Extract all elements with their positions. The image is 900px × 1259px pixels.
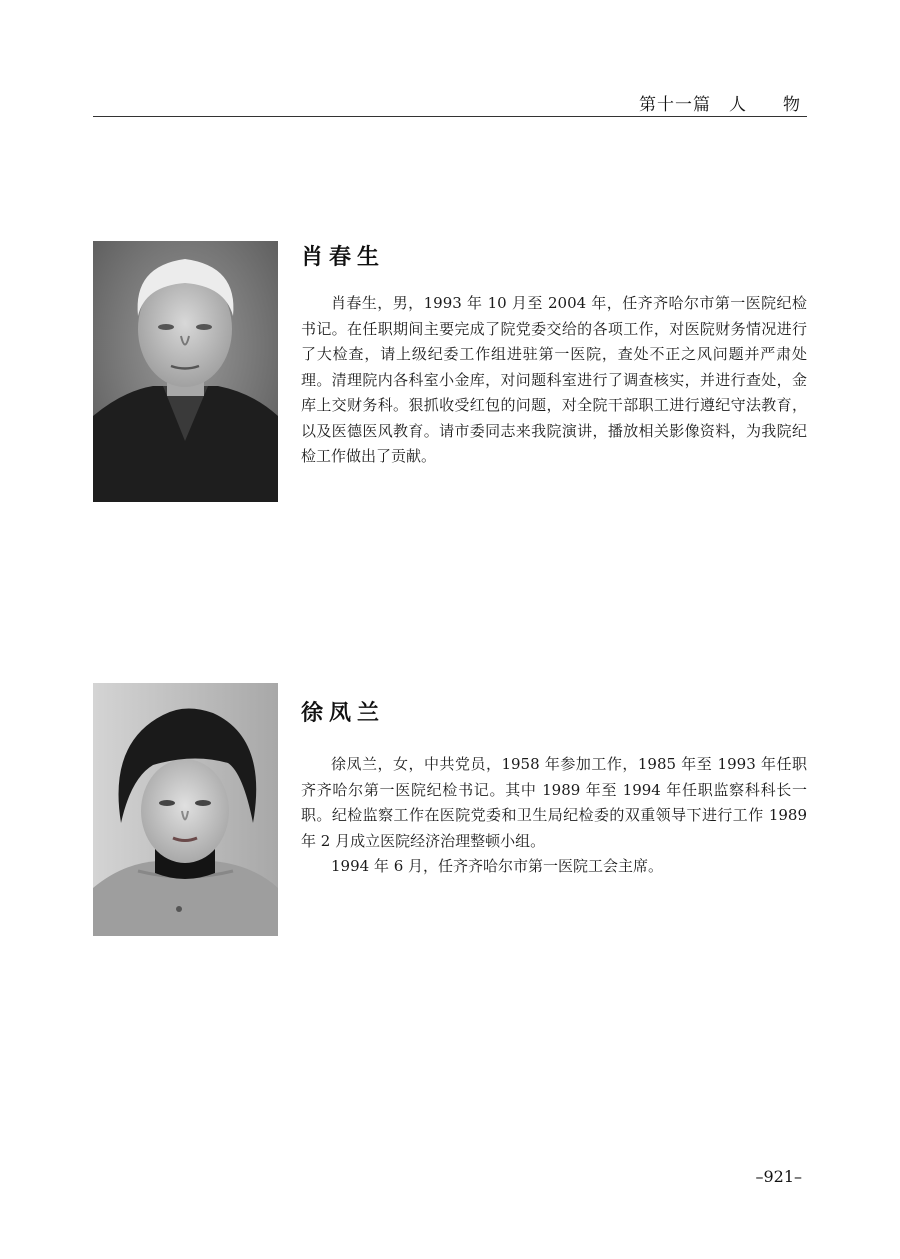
portrait-image bbox=[93, 683, 278, 936]
person-name: 肖春生 bbox=[301, 244, 386, 270]
running-header bbox=[93, 86, 807, 117]
chapter-title: 第十一篇 人 物 bbox=[639, 95, 801, 115]
biography-paragraph: 徐凤兰，女，中共党员，1958 年参加工作，1985 年至 1993 年任职齐齐哈尔第一医院纪检书记。其中 1989 年至 1994 年任职监察科科长一职。纪检监察工作在医院党委和卫生局纪检委的双重领导下进行工作 1989 年 2 月成立医院经济治理整顿小组。 bbox=[301, 755, 807, 850]
person-name: 徐凤兰 bbox=[301, 700, 386, 726]
portrait-photo-xu-fenglan bbox=[93, 683, 278, 936]
portrait-image bbox=[93, 241, 278, 502]
biography-paragraph: 肖春生，男，1993 年 10 月至 2004 年，任齐齐哈尔市第一医院纪检书记。在任职期间主要完成了院党委交给的各项工作，对医院财务情况进行了大检查，请上级纪委工作组进驻第一医院，查处不正之风问题并严肃处理。清理院内各科室小金库，对问题科室进行了调查核实，并进行查处，金库上交财务科。狠抓收受红包的问题，对全院干部职工进行遵纪守法教育，以及医德医风教育。请市委同志来我院演讲，播放相关影像资料，为我院纪检工作做出了贡献。 bbox=[301, 294, 807, 465]
biography-paragraph: 1994 年 6 月，任齐齐哈尔市第一医院工会主席。 bbox=[331, 857, 664, 875]
person-biography bbox=[301, 752, 807, 880]
person-biography bbox=[301, 291, 807, 470]
page-number: –921– bbox=[755, 1167, 802, 1186]
portrait-photo-xiao-chunsheng bbox=[93, 241, 278, 502]
